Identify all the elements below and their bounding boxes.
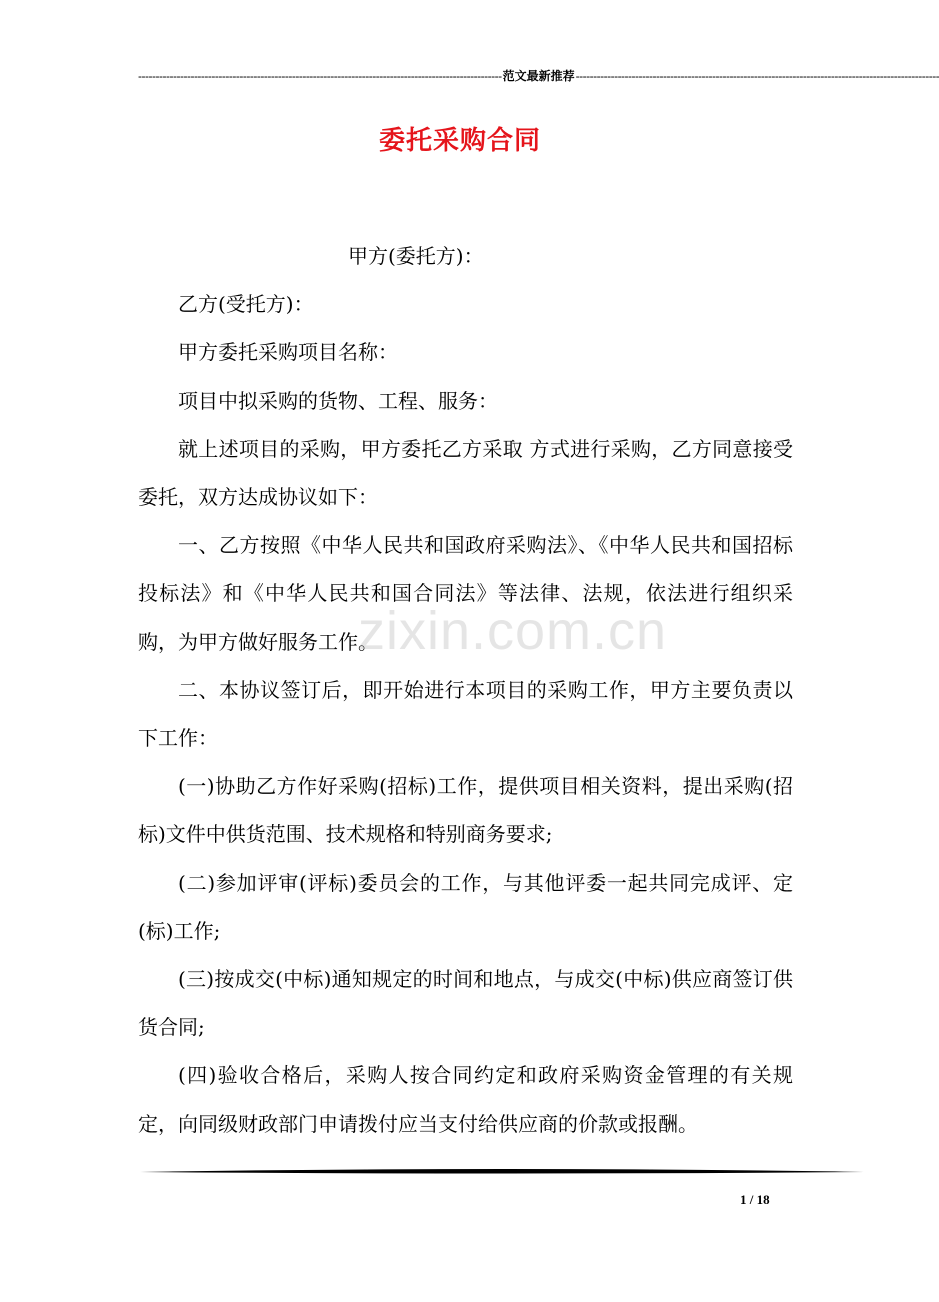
- clause-2-item-1: (一)协助乙方作好采购(招标)工作，提供项目相关资料，提出采购(招标)文件中供货范围、技术规格和特别商务要求;: [138, 774, 793, 847]
- document-body: [138, 232, 793, 1148]
- watermark: zixin.com.cn: [358, 601, 668, 661]
- page-number: 1 / 18: [740, 1192, 770, 1207]
- clause-2-item-3: (三)按成交(中标)通知规定的时间和地点，与成交(中标)供应商签订供货合同;: [138, 967, 793, 1040]
- clause-1: 一、乙方按照《中华人民共和国政府采购法》、《中华人民共和国招标投标法》和《中华人民共和国合同法》等法律、法规，依法进行组织采购，为甲方做好服务工作。: [138, 533, 793, 654]
- project-name-line: 甲方委托采购项目名称：: [178, 340, 398, 365]
- document-title: 委托采购合同: [378, 126, 541, 156]
- header-dash-right: --------------------------------------------------------------------------------------------------------: [575, 69, 939, 83]
- party-b-line: 乙方(受托方)：: [178, 292, 314, 317]
- clause-2-item-2: (二)参加评审(评标)委员会的工作，与其他评委一起共同完成评、定(标)工作;: [138, 870, 793, 943]
- clause-2: 二、本协议签订后，即开始进行本项目的采购工作，甲方主要负责以下工作：: [138, 677, 793, 751]
- header-dash-left: --------------------------------------------------------------------------------------------------------: [138, 69, 502, 83]
- paragraph-agreement: 就上述项目的采购，甲方委托乙方采取 方式进行采购，乙方同意接受委托，双方达成协议如下：: [138, 436, 793, 510]
- procurement-items-line: 项目中拟采购的货物、工程、服务：: [178, 388, 498, 413]
- party-a-line: 甲方(委托方)：: [348, 244, 484, 268]
- footer-rule: [140, 1166, 864, 1178]
- header-label: 范文最新推荐: [502, 69, 575, 83]
- page-header: [138, 68, 939, 84]
- clause-2-item-4: (四)验收合格后，采购人按合同约定和政府采购资金管理的有关规定，向同级财政部门申请拨付应当支付给供应商的价款或报酬。: [138, 1063, 793, 1136]
